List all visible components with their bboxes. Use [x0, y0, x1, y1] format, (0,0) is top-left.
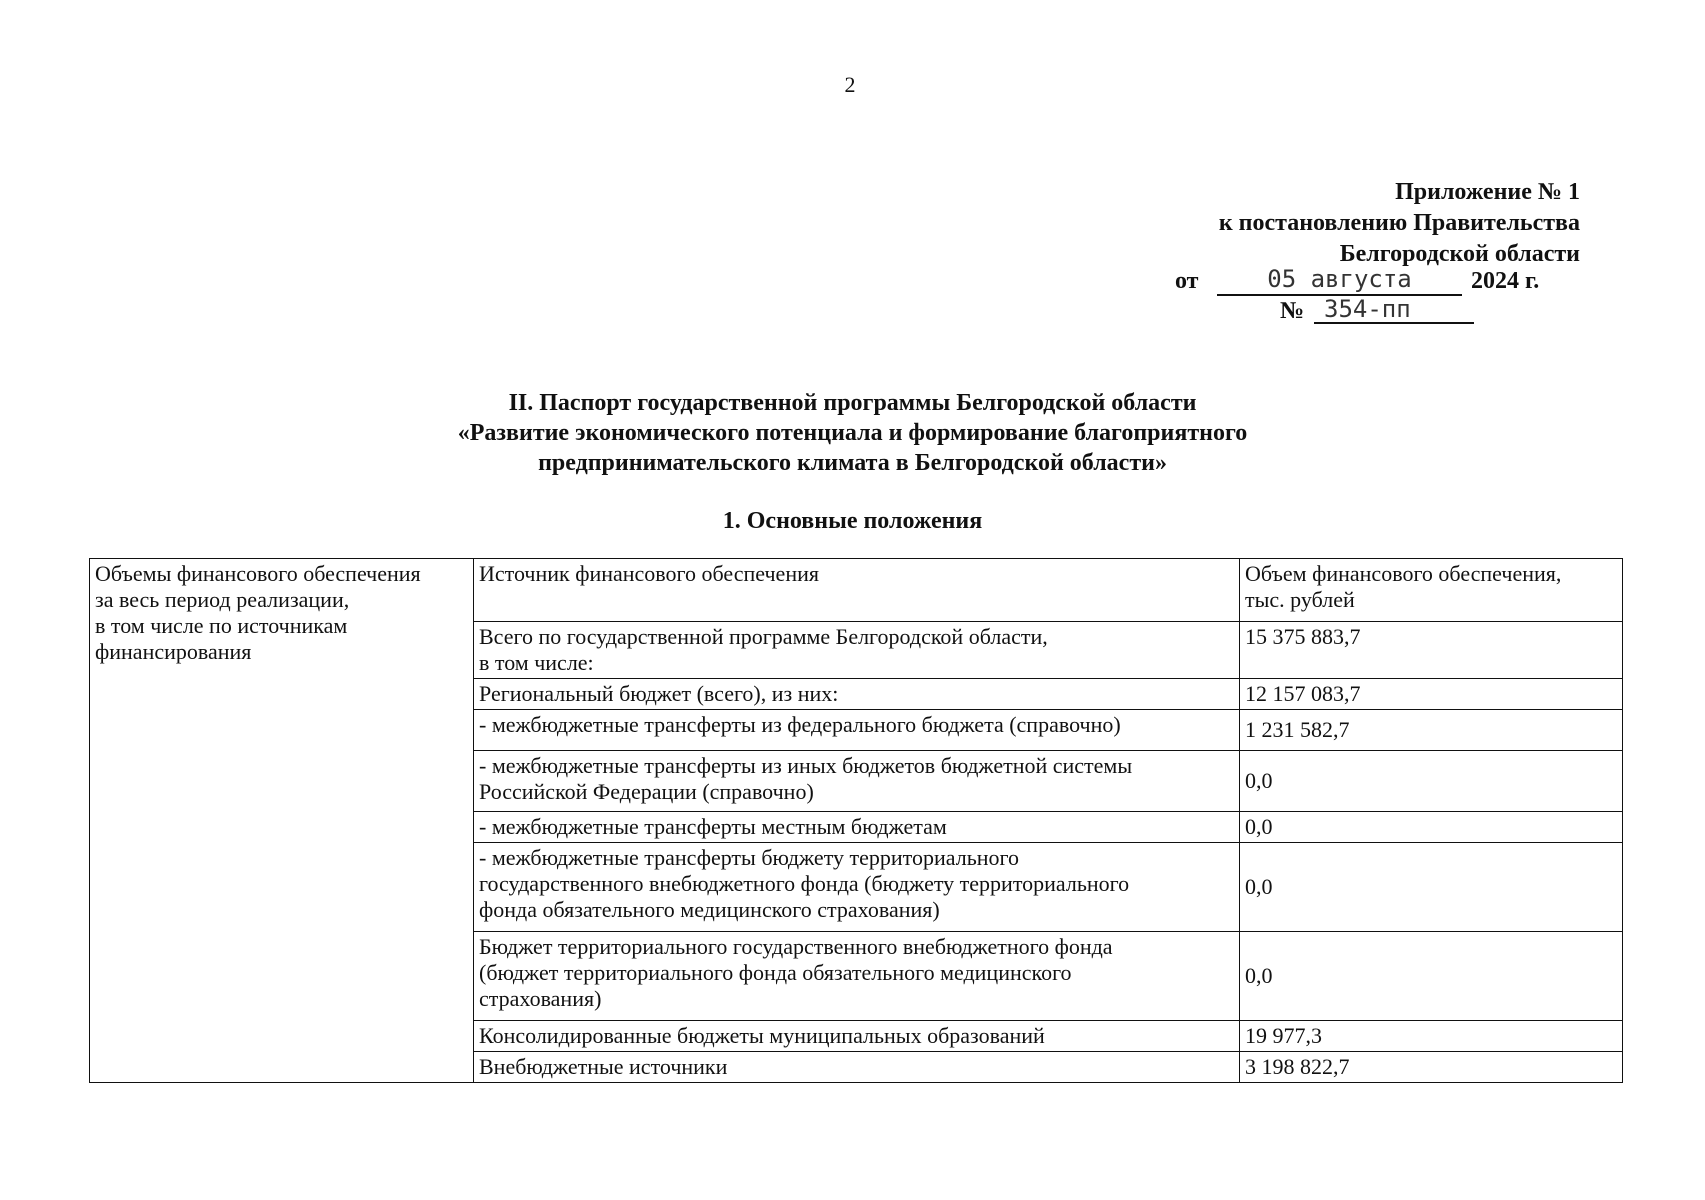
row-value: 12 157 083,7 — [1240, 679, 1623, 710]
row-source: - межбюджетные трансферты местным бюджетам — [474, 812, 1240, 843]
row-value: 0,0 — [1240, 812, 1623, 843]
row-value: 19 977,3 — [1240, 1021, 1623, 1052]
appendix-title: Приложение № 1 — [1395, 179, 1580, 205]
row-source: Всего по государственной программе Белгородской области, в том числе: — [474, 622, 1240, 679]
section-title: 1. Основные положения — [722, 508, 983, 534]
financing-volume-label: Объемы финансового обеспечения за весь период реализации, в том числе по источникам финансирования — [90, 559, 474, 1083]
row-source: - межбюджетные трансферты из иных бюджетов бюджетной системы Российской Федерации (справочно) — [474, 751, 1240, 812]
appendix-block — [1150, 177, 1580, 270]
number-value: 354-пп — [1314, 296, 1474, 324]
appendix-number-row — [1280, 296, 1480, 328]
number-prefix: № — [1280, 298, 1305, 324]
row-source: Консолидированные бюджеты муниципальных образований — [474, 1021, 1240, 1052]
appendix-resolution: к постановлению Правительства — [1218, 210, 1580, 236]
row-source: Внебюджетные источники — [474, 1052, 1240, 1083]
page-number: 2 — [844, 72, 856, 97]
row-value: 0,0 — [1240, 843, 1623, 932]
row-source: Бюджет территориального государственного внебюджетного фонда (бюджет территориального фонда обязательного медицинского страхования) — [474, 932, 1240, 1021]
heading-line: II. Паспорт государственной программы Белгородской области — [508, 390, 1197, 416]
heading-line: предпринимательского климата в Белгородской области» — [538, 450, 1167, 476]
header-volume: Объем финансового обеспечения, тыс. рублей — [1240, 559, 1623, 622]
row-source: - межбюджетные трансферты бюджету территориального государственного внебюджетного фонда (бюджету территориального фонда обязательного медицинского страхования) — [474, 843, 1240, 932]
date-value: 05 августа — [1217, 266, 1462, 296]
passport-heading — [300, 388, 1405, 478]
appendix-date-row — [1175, 266, 1580, 298]
row-value: 0,0 — [1240, 932, 1623, 1021]
heading-line: «Развитие экономического потенциала и формирование благоприятного — [457, 420, 1248, 446]
row-source: Региональный бюджет (всего), из них: — [474, 679, 1240, 710]
date-year: 2024 г. — [1471, 268, 1540, 294]
table-header-row — [90, 559, 1623, 622]
row-value: 15 375 883,7 — [1240, 622, 1623, 679]
financing-table — [89, 558, 1623, 1083]
appendix-region: Белгородской области — [1339, 241, 1580, 267]
row-value: 1 231 582,7 — [1240, 710, 1623, 751]
header-source: Источник финансового обеспечения — [474, 559, 1240, 622]
row-source: - межбюджетные трансферты из федерального бюджета (справочно) — [474, 710, 1240, 751]
row-value: 3 198 822,7 — [1240, 1052, 1623, 1083]
row-value: 0,0 — [1240, 751, 1623, 812]
date-prefix: от — [1175, 268, 1199, 294]
